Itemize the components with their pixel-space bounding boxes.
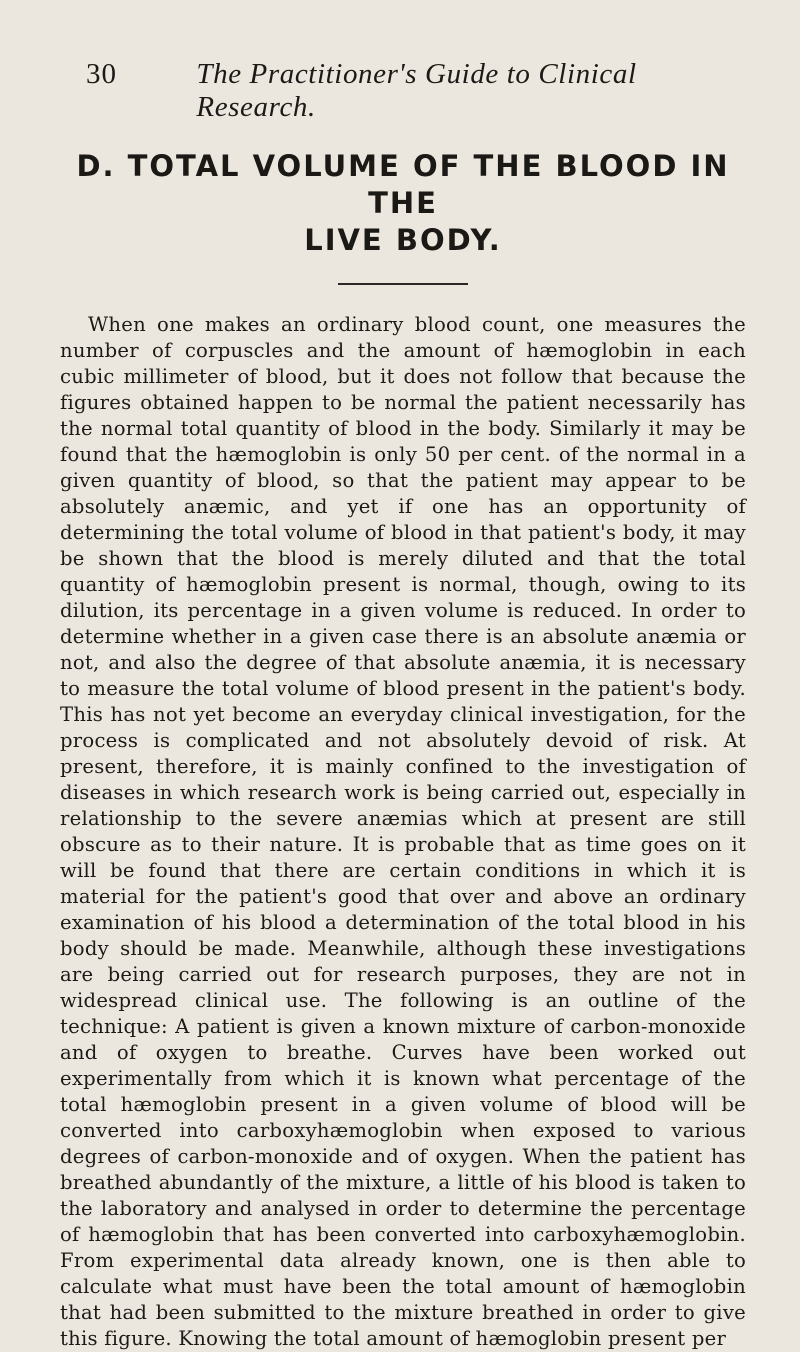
section-heading [60, 148, 746, 259]
body-paragraph: When one makes an ordinary blood count, one measures the number of corpuscles and the amount of hæmoglobin in each cubic millimeter of blood, but it does not follow that because the figures obtained happen to be normal the patient necessarily has the normal total quantity of blood in the body. Similarly it may be found that the hæmoglobin is only 50 per cent. of the normal in a given quantity of blood, so that the patient may appear to be absolutely anæmic, and yet if one has an opportunity of determining the total volume of blood in that patient's body, it may be shown that the blood is merely diluted and that the total quantity of hæmoglobin present is normal, though, owing to its dilution, its percentage in a given volume is reduced. In order to determine whether in a given case there is an absolute anæmia or not, and also the degree of that absolute anæmia, it is necessary to measure the total volume of blood present in the patient's body. This has not yet become an everyday clinical investigation, for the process is complicated and not absolutely devoid of risk. At present, therefore, it is mainly confined to the investigation of diseases in which research work is being carried out, especially in relationship to the severe anæmias which at present are still obscure as to their nature. It is probable that as time goes on it will be found that there are certain conditions in which it is material for the patient's good that over and above an ordinary examination of his blood a determination of the total blood in his body should be made. Meanwhile, although these investigations are being carried out for research purposes, they are not in widespread clinical use. The following is an outline of the technique: A patient is given a known mixture of carbon-monoxide and of oxygen to breathe. Curves have been worked out experimentally from which it is known what percentage of the total hæmoglobin present in a given volume of blood will be converted into carboxyhæmoglobin when exposed to various degrees of carbon-monoxide and of oxygen. When the patient has breathed abundantly of the mixture, a little of his blood is taken to the laboratory and analysed in order to determine the percentage of hæmoglobin that has been converted into carboxyhæmoglobin. From experimental data already known, one is then able to calculate what must have been the total amount of hæmoglobin that had been submitted to the mixture breathed in order to give this figure. Knowing the total amount of hæmoglobin present per [60, 313, 746, 1350]
heading-rule [338, 283, 468, 285]
running-head [60, 58, 746, 123]
section-heading-line-2: LIVE BODY. [304, 223, 502, 257]
page-number: 30 [86, 58, 117, 90]
running-title: The Practitioner's Guide to Clinical Research. [196, 58, 637, 123]
section-heading-line-1: D. TOTAL VOLUME OF THE BLOOD IN THE [76, 149, 730, 220]
